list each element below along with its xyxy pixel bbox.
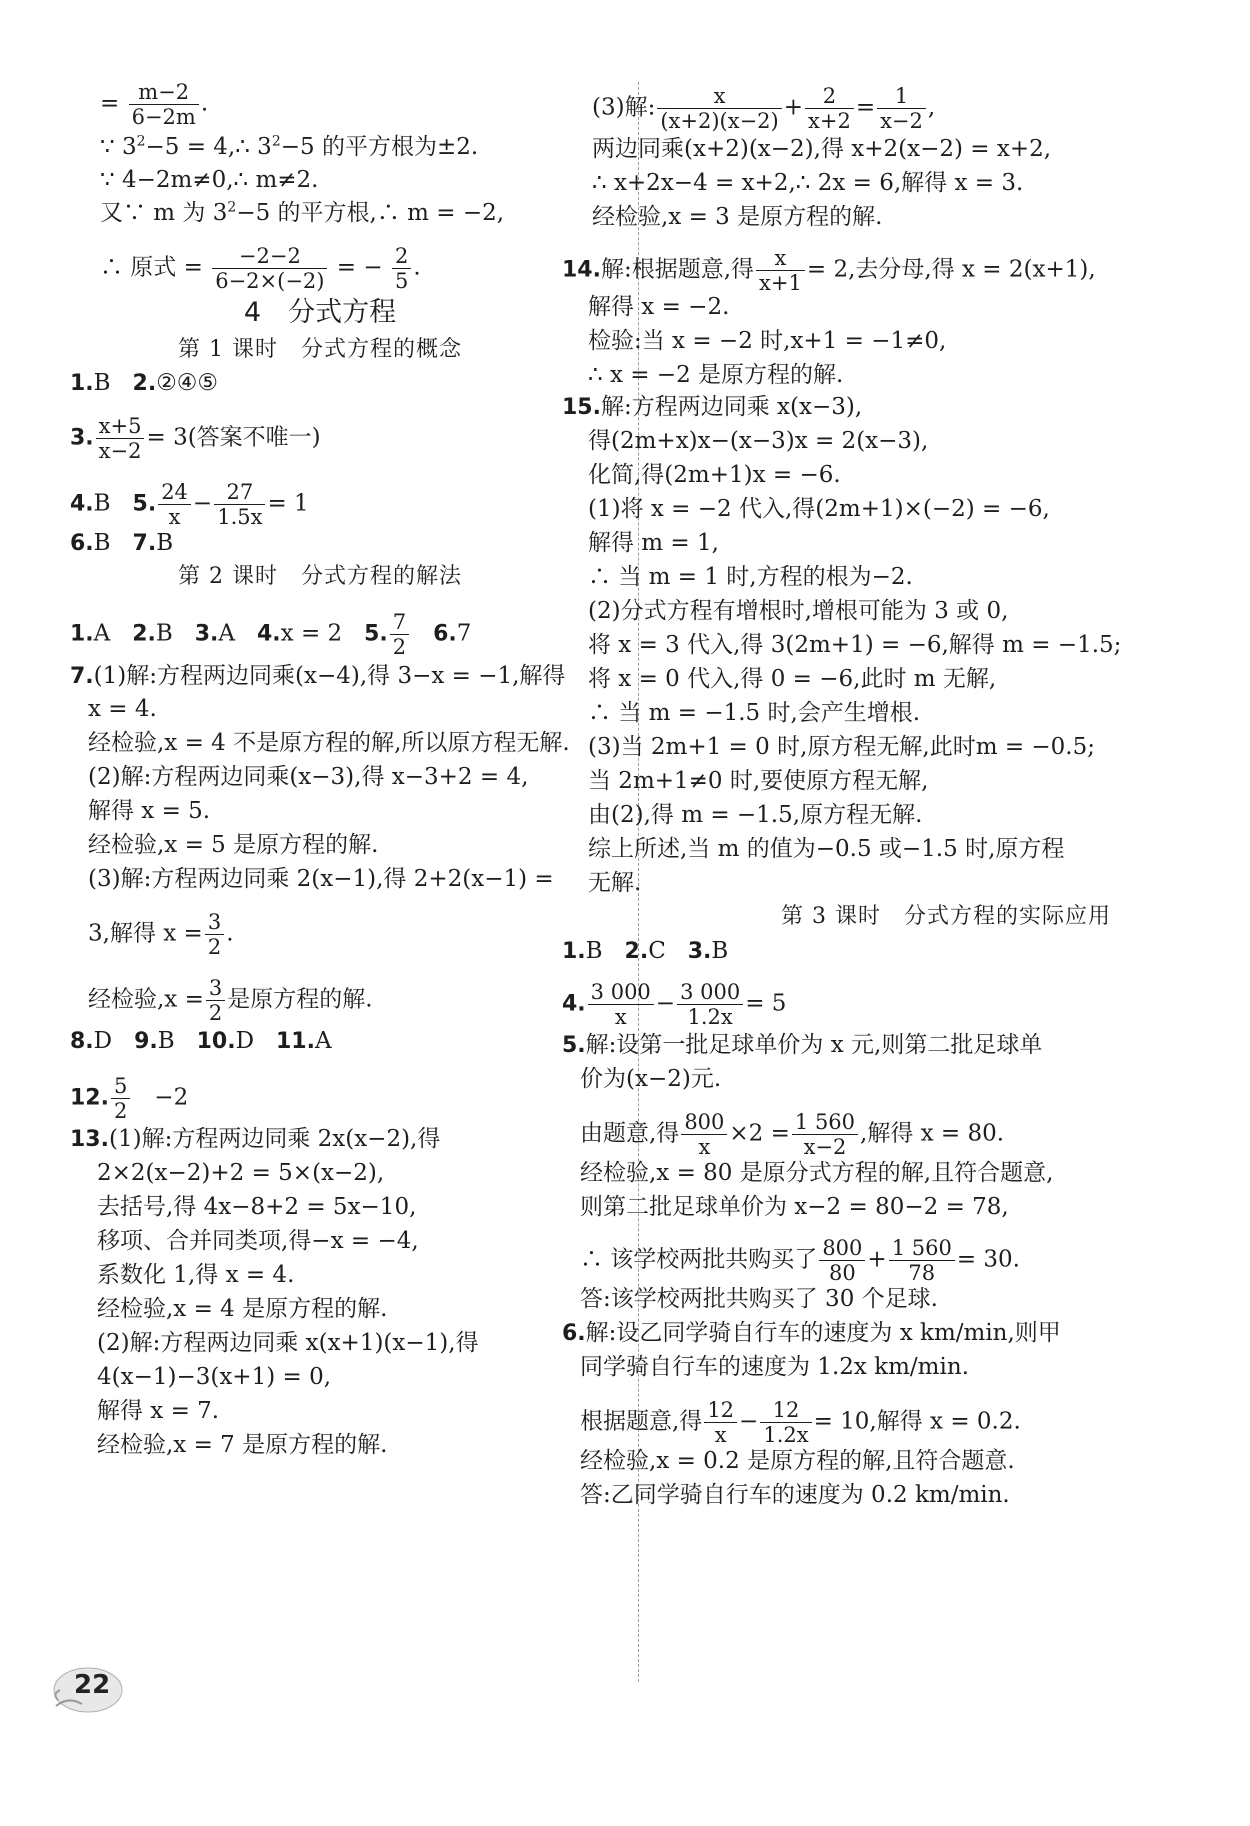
fraction: $\frac{m-2}{6-2m}$ [129,80,199,129]
q7-line-4: (2)解:方程两边同乘(x−3),得 x−3+2 = 4, [88,764,529,790]
q14-line-3: 检验:当 x = −2 时,x+1 = −1≠0, [588,328,947,354]
q6-line-5: 答:乙同学骑自行车的速度为 0.2 km/min. [580,1482,1010,1508]
q15-line-6: ∴ 当 m = 1 时,方程的根为−2. [588,564,913,590]
fraction: $\frac{1 560}{x-2}$ [792,1110,858,1159]
answer-row-lesson3: 1.B 2.C 3.B [562,938,729,964]
left-line-3: ∵ 4−2m≠0,∴ m≠2. [100,167,319,193]
q15-line-2: 得(2m+x)x−(x−3)x = 2(x−3), [588,428,929,454]
q13-3-line-3: ∴ x+2x−4 = x+2,∴ 2x = 6,解得 x = 3. [592,170,1024,196]
q7-line-7: (3)解:方程两边同乘 2(x−1),得 2+2(x−1) = [88,866,554,892]
fraction: $\frac{x}{(x+2)(x-2)}$ [657,84,781,133]
q13-line-5: 系数化 1,得 x = 4. [97,1262,295,1288]
q7-line-1: 7.(1)解:方程两边同乘(x−4),得 3−x = −1,解得 [70,663,566,689]
fraction: $\frac{27}{1.5x}$ [214,480,265,529]
page-number-badge [48,1656,128,1716]
q15-line-3: 化简,得(2m+1)x = −6. [588,462,841,488]
q5-line-2: 价为(x−2)元. [580,1066,722,1092]
q14-line-1: 14.解:根据题意,得 $\frac{x}{x+1}$ = 2,去分母,得 x = 2(x+1), [562,246,1096,295]
answer-row-q12: 12. $\frac{5}{2}$ −2 [70,1074,189,1123]
fraction: $\frac{24}{x}$ [158,480,191,529]
fraction: $\frac{800}{x}$ [681,1110,727,1159]
fraction: $\frac{3}{2}$ [206,976,225,1025]
lesson-title-1: 第 1 课时 分式方程的概念 [178,337,462,362]
q6-line-2: 同学骑自行车的速度为 1.2x km/min. [580,1354,969,1380]
q15-line-15: 无解. [588,870,642,896]
q13-line-2: 2×2(x−2)+2 = 5×(x−2), [97,1160,385,1186]
q5-line-3: 由题意,得 $\frac{800}{x}$ ×2 = $\frac{1 560}{x-2}$ ,解得 x = 80. [580,1110,1005,1159]
q15-line-13: 由(2),得 m = −1.5,原方程无解. [588,802,923,828]
fraction: $\frac{x}{x+1}$ [756,246,805,295]
fraction: $\frac{3}{2}$ [205,910,224,959]
q7-line-2: x = 4. [88,696,157,722]
q13-line-8: 4(x−1)−3(x+1) = 0, [97,1364,332,1390]
q5-line-5: 则第二批足球单价为 x−2 = 80−2 = 78, [580,1194,1009,1220]
answer-row-lesson2: 1.A 2.B 3.A 4.x = 2 5. $\frac{7}{2}$ 6.7 [70,610,472,659]
q14-line-2: 解得 x = −2. [588,294,730,320]
q13-line-3: 去括号,得 4x−8+2 = 5x−10, [97,1194,417,1220]
q7-line-6: 经检验,x = 5 是原方程的解. [88,832,379,858]
answer-row-q8: 8.D 9.B 10.D 11.A [70,1028,332,1054]
fraction: $\frac{5}{2}$ [111,1074,130,1123]
q15-line-8: 将 x = 3 代入,得 3(2m+1) = −6,解得 m = −1.5; [588,632,1122,658]
answer-row-q6: 6.B 7.B [70,530,174,556]
q13-3-line-2: 两边同乘(x+2)(x−2),得 x+2(x−2) = x+2, [592,136,1052,162]
q5-line-1: 5.解:设第一批足球单价为 x 元,则第二批足球单 [562,1032,1043,1058]
q13-line-7: (2)解:方程两边同乘 x(x+1)(x−1),得 [97,1330,479,1356]
q15-line-10: ∴ 当 m = −1.5 时,会产生增根. [588,700,921,726]
q7-line-3: 经检验,x = 4 不是原方程的解,所以原方程无解. [88,730,570,756]
q7-line-9: 经检验,x = $\frac{3}{2}$ 是原方程的解. [88,976,373,1025]
q6-line-1: 6.解:设乙同学骑自行车的速度为 x km/min,则甲 [562,1320,1061,1346]
fraction: $\frac{1 560}{78}$ [889,1236,955,1285]
fraction: $\frac{3 000}{1.2x}$ [677,980,743,1029]
fraction: $\frac{2}{5}$ [392,244,411,293]
q13-line-10: 经检验,x = 7 是原方程的解. [97,1432,388,1458]
q7-line-8: 3,解得 x = $\frac{3}{2}$ . [88,910,234,959]
left-line-5: ∴ 原式 = $\frac{-2-2}{6-2\times(-2)}$ = − $\frac{2}{5}$ . [100,244,421,293]
fraction: $\frac{12}{x}$ [704,1398,737,1447]
fraction: $\frac{3 000}{x}$ [588,980,654,1029]
q5-line-4: 经检验,x = 80 是原分式方程的解,且符合题意, [580,1160,1054,1186]
lesson-title-3: 第 3 课时 分式方程的实际应用 [781,904,1111,929]
answer-row-q4-lesson3: 4. $\frac{3 000}{x}$ − $\frac{3 000}{1.2x}$ = 5 [562,980,787,1029]
q5-line-7: 答:该学校两批共购买了 30 个足球. [580,1286,938,1312]
page-number: 22 [74,1670,111,1700]
lesson-title-2: 第 2 课时 分式方程的解法 [178,564,462,589]
answer-row-q4: 4.B 5. $\frac{24}{x}$ − $\frac{27}{1.5x}$ = 1 [70,480,309,529]
q15-line-7: (2)分式方程有增根时,增根可能为 3 或 0, [588,598,1009,624]
fraction: $\frac{x+5}{x-2}$ [96,414,145,463]
fraction: $\frac{800}{80}$ [819,1236,865,1285]
q15-line-14: 综上所述,当 m 的值为−0.5 或−1.5 时,原方程 [588,836,1065,862]
q14-line-4: ∴ x = −2 是原方程的解. [588,362,844,388]
q13-3-line-4: 经检验,x = 3 是原方程的解. [592,204,883,230]
q15-line-9: 将 x = 0 代入,得 0 = −6,此时 m 无解, [588,666,997,692]
fraction: $\frac{7}{2}$ [390,610,409,659]
fraction: $\frac{2}{x+2}$ [805,84,854,133]
fraction: $\frac{1}{x-2}$ [877,84,926,133]
answer-row-q1: 1.B 2.②④⑤ [70,370,219,396]
q13-line-1: 13.(1)解:方程两边同乘 2x(x−2),得 [70,1126,441,1152]
q15-line-1: 15.解:方程两边同乘 x(x−3), [562,394,863,420]
section-title: 4 分式方程 [243,297,397,328]
q13-line-6: 经检验,x = 4 是原方程的解. [97,1296,388,1322]
q15-line-12: 当 2m+1≠0 时,要使原方程无解, [588,768,929,794]
fraction: $\frac{-2-2}{6-2\times(-2)}$ [212,244,327,293]
left-line-4: 又∵ m 为 $3^2-5$ 的平方根,∴ m = −2, [100,199,505,226]
q15-line-4: (1)将 x = −2 代入,得(2m+1)×(−2) = −6, [588,496,1050,522]
q15-line-11: (3)当 2m+1 = 0 时,原方程无解,此时m = −0.5; [588,734,1095,760]
q15-line-5: 解得 m = 1, [588,530,719,556]
q7-line-5: 解得 x = 5. [88,798,211,824]
q6-line-3: 根据题意,得 $\frac{12}{x}$ − $\frac{12}{1.2x}$ = 10,解得 x = 0.2. [580,1398,1021,1447]
left-line-1: = $\frac{m-2}{6-2m}$ . [100,80,209,129]
q13-3-line-1: (3)解: $\frac{x}{(x+2)(x-2)}$ + $\frac{2}{x+2}$ = $\frac{1}{x-2}$ , [592,84,936,133]
q13-line-9: 解得 x = 7. [97,1398,220,1424]
q6-line-4: 经检验,x = 0.2 是原方程的解,且符合题意. [580,1448,1015,1474]
answer-row-q3: 3. $\frac{x+5}{x-2}$ = 3(答案不唯一) [70,414,321,463]
q5-line-6: ∴ 该学校两批共购买了 $\frac{800}{80}$ + $\frac{1 560}{78}$ = 30. [580,1236,1020,1285]
q13-line-4: 移项、合并同类项,得−x = −4, [97,1228,419,1254]
left-line-2: ∵ $3^2-5$ = 4,∴ $3^2-5$ 的平方根为±2. [100,133,479,160]
fraction: $\frac{12}{1.2x}$ [760,1398,811,1447]
